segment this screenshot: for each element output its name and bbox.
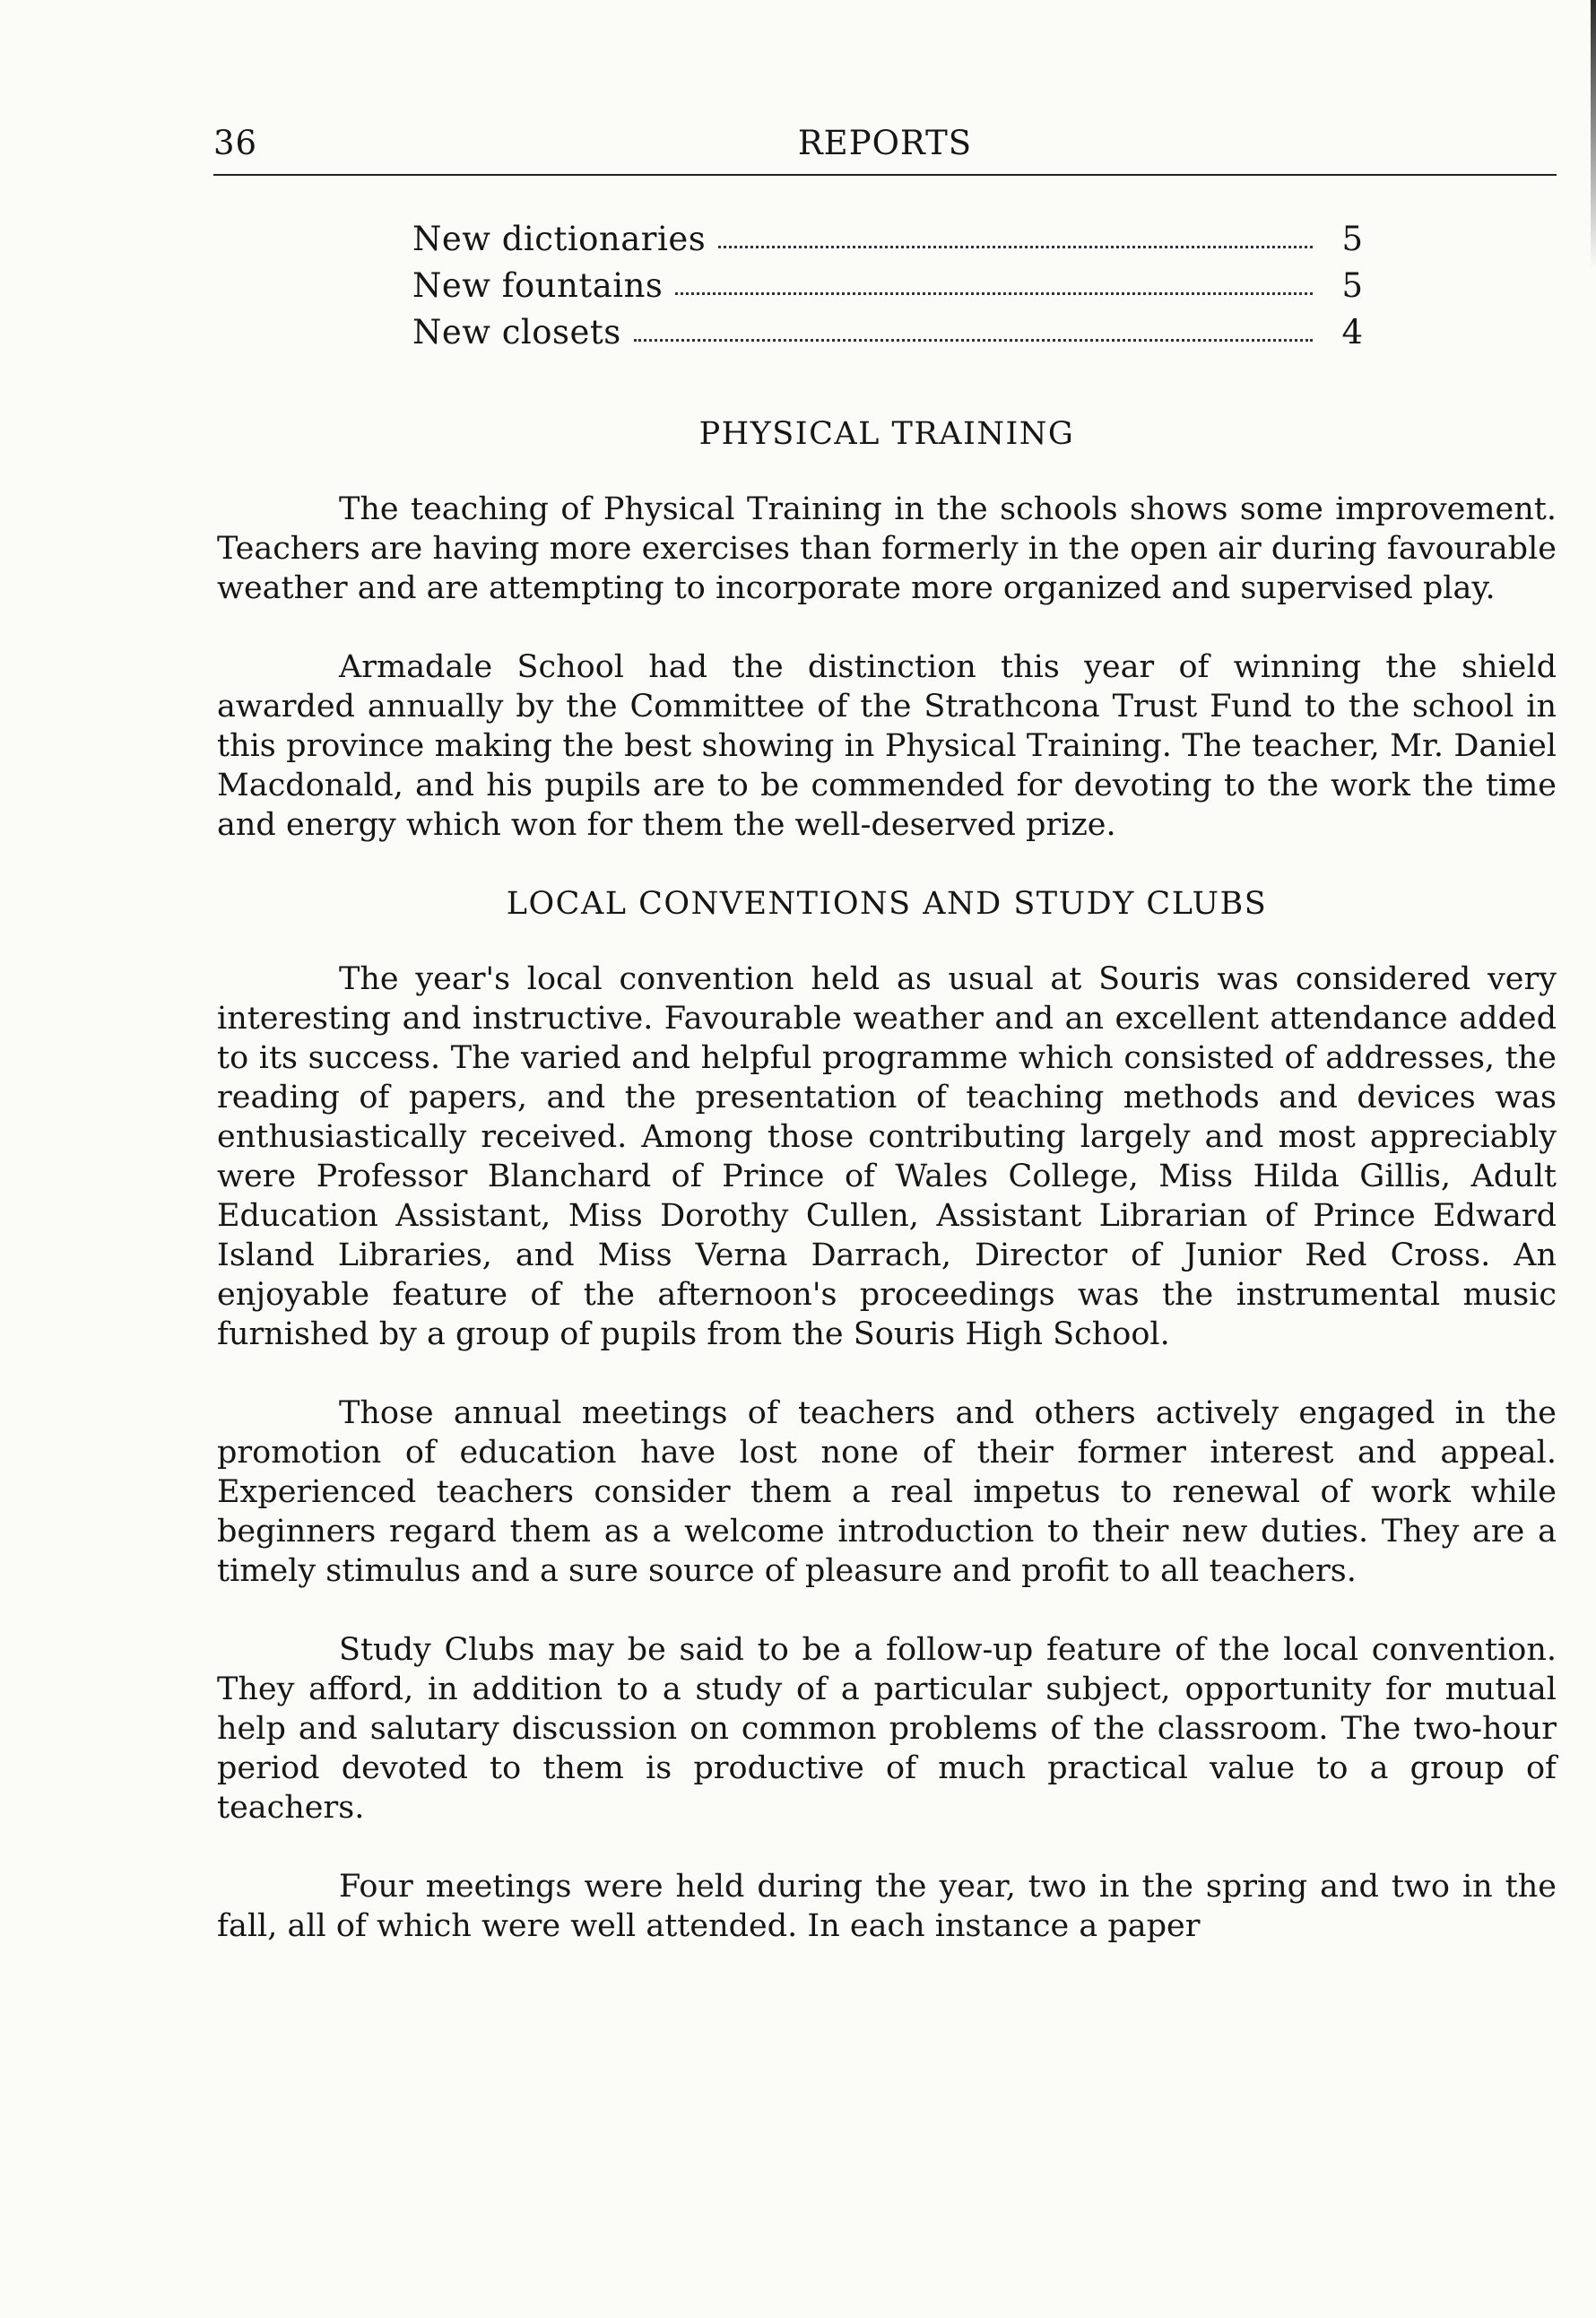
dot-leader — [718, 246, 1313, 248]
paragraph: Those annual meetings of teachers and others actively engaged in the promotion of education have lost none of their former interest and appeal. Experienced teachers consider them a real impetus to renewal of work while beginners regard them as a welcome introduction to their new duties. They are a timely stimulus and a sure source of pleasure and profit to all teachers. — [217, 1395, 1557, 1589]
section-heading-local-conventions: LOCAL CONVENTIONS AND STUDY CLUBS — [506, 886, 1268, 922]
header-rule — [213, 174, 1557, 176]
dot-leader — [675, 292, 1313, 295]
paragraph: The year's local convention held as usual at Souris was considered very interesting and instructive. Favourable weather and an excellent attendance added to its success. The varied and helpful programme which consisted of addresses, the reading of papers, and the presentation of teaching methods and devices was enthusiastically received. Among those contributing largely and most appreciably were Professor Blanchard of Prince of Wales College, Miss Hilda Gillis, Adult Education Assistant, Miss Dorothy Cullen, Assistant Librarian of Prince Edward Island Libraries, and Miss Verna Darrach, Director of Junior Red Cross. An enjoyable feature of the afternoon's proceedings was the instrumental music furnished by a group of pupils from the Souris High School. — [217, 961, 1557, 1352]
dot-leader — [634, 339, 1313, 342]
inventory-value: 5 — [1341, 266, 1363, 305]
paragraph: The teaching of Physical Training in the schools shows some improvement. Teachers are having more exercises than formerly in the open air during favourable weather and are attempting to incorporate more organized and supervised play. — [217, 491, 1557, 606]
paragraph: Study Clubs may be said to be a follow-up feature of the local convention. They afford, in addition to a study of a particular subject, opportunity for mutual help and salutary discussion on common problems of the classroom. The two-hour period devoted to them is productive of much practical value to a group of teachers. — [217, 1632, 1557, 1826]
inventory-list — [412, 220, 1363, 360]
inventory-row — [412, 220, 1363, 266]
paragraph: Armadale School had the distinction this year of winning the shield awarded annually by the Committee of the Strathcona Trust Fund to the school in this province making the best showing in Physical Training. The teacher, Mr. Daniel Macdonald, and his pupils are to be commended for devoting to the work the time and energy which won for them the well-deserved prize. — [217, 649, 1557, 843]
page-number: 36 — [213, 124, 258, 162]
inventory-label: New dictionaries — [412, 220, 707, 258]
inventory-value: 4 — [1341, 313, 1363, 352]
inventory-label: New fountains — [412, 266, 664, 305]
body-text — [217, 414, 1557, 1985]
inventory-row — [412, 313, 1363, 360]
page-edge-shadow — [1591, 0, 1596, 269]
page-header — [213, 115, 1557, 169]
inventory-value: 5 — [1341, 220, 1363, 258]
paragraph: Four meetings were held during the year, two in the spring and two in the fall, all of which were well attended. In each instance a paper — [217, 1869, 1557, 1944]
inventory-row — [412, 266, 1363, 313]
section-heading-physical-training: PHYSICAL TRAINING — [698, 416, 1075, 452]
running-title: REPORTS — [797, 124, 973, 162]
inventory-label: New closets — [412, 313, 621, 352]
